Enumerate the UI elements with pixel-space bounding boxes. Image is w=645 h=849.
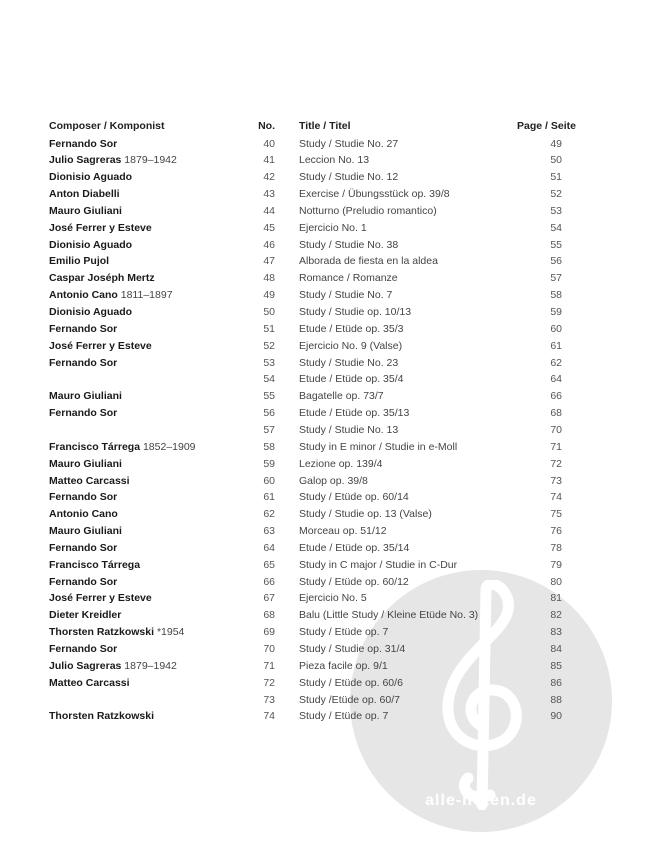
page-number: 88 [550, 693, 562, 706]
composer-name: Fernando Sor [49, 541, 118, 554]
header-title: Title / Titel [299, 120, 351, 132]
composer-name: Caspar Joséph Mertz [49, 272, 155, 285]
piece-number: 41 [263, 154, 275, 167]
composer-name: Dionisio Aguado [49, 238, 133, 251]
page-number: 83 [550, 626, 562, 639]
table-row [0, 136, 645, 153]
composer-cell [49, 169, 132, 186]
composer-name: Francisco Tárrega [49, 558, 141, 571]
piece-number: 49 [263, 289, 275, 302]
composer-name: Fernando Sor [49, 575, 118, 588]
table-row [0, 641, 645, 658]
table-row [0, 355, 645, 372]
page-number: 57 [550, 272, 562, 285]
piece-title: Morceau op. 51/12 [299, 525, 387, 538]
table-row [0, 169, 645, 186]
page-number: 82 [550, 609, 562, 622]
page-number: 76 [550, 525, 562, 538]
page-number: 74 [550, 491, 562, 504]
piece-title: Study / Studie No. 38 [299, 238, 399, 251]
composer-name: Antonio Cano [49, 289, 118, 302]
piece-number: 74 [263, 710, 275, 723]
composer-name: Dionisio Aguado [49, 171, 133, 184]
piece-number: 54 [263, 373, 275, 386]
piece-number: 47 [263, 255, 275, 268]
composer-cell [49, 456, 122, 473]
piece-number: 48 [263, 272, 275, 285]
piece-number: 73 [263, 693, 275, 706]
piece-title: Study / Studie No. 7 [299, 289, 393, 302]
piece-title: Study /Etüde op. 60/7 [299, 693, 400, 706]
composer-name: Fernando Sor [49, 322, 118, 335]
piece-title: Study / Etüde op. 7 [299, 626, 389, 639]
piece-number: 43 [263, 188, 275, 201]
composer-name: José Ferrer y Esteve [49, 221, 152, 234]
piece-number: 72 [263, 676, 275, 689]
piece-title: Study / Studie No. 13 [299, 423, 399, 436]
composer-cell [49, 355, 117, 372]
table-row [0, 321, 645, 338]
composer-cell [49, 658, 177, 675]
table-row [0, 506, 645, 523]
page-number: 64 [550, 373, 562, 386]
table-row [0, 253, 645, 270]
composer-cell [49, 489, 117, 506]
piece-title: Study / Studie op. 31/4 [299, 643, 406, 655]
page-number: 90 [550, 710, 562, 723]
composer-name: Emilio Pujol [49, 255, 110, 268]
page-number: 81 [550, 592, 562, 605]
table-row [0, 371, 645, 388]
piece-title: Leccion No. 13 [299, 154, 370, 167]
composer-dates: 1879–1942 [124, 659, 177, 672]
piece-number: 51 [263, 322, 275, 335]
composer-cell [49, 270, 155, 287]
composer-dates: 1811–1897 [120, 289, 173, 302]
composer-dates: 1852–1909 [142, 440, 196, 453]
piece-title: Study in C major / Studie in C-Dur [299, 558, 458, 571]
composer-name: Fernando Sor [49, 356, 118, 369]
composer-name: Mauro Giuliani [49, 204, 122, 217]
composer-cell [49, 557, 140, 574]
piece-title: Study / Studie No. 12 [299, 171, 399, 184]
header-no: No. [258, 120, 275, 132]
composer-cell [49, 136, 117, 153]
composer-name: Mauro Giuliani [49, 525, 122, 538]
page-number: 73 [550, 474, 562, 487]
piece-number: 63 [263, 525, 275, 538]
page-number: 78 [550, 541, 562, 554]
table-row [0, 186, 645, 203]
piece-number: 57 [263, 423, 275, 436]
table-row [0, 607, 645, 624]
piece-number: 56 [263, 407, 275, 420]
piece-number: 65 [263, 558, 275, 571]
page-number: 66 [550, 390, 562, 403]
piece-number: 44 [263, 204, 275, 217]
piece-number: 68 [263, 609, 275, 622]
table-row [0, 456, 645, 473]
composer-cell [49, 186, 120, 203]
page-number: 49 [550, 137, 562, 150]
header-composer: Composer / Komponist [49, 120, 165, 132]
page-number: 80 [550, 575, 562, 588]
page-number: 56 [550, 255, 562, 268]
composer-cell [49, 405, 117, 422]
table-row [0, 574, 645, 591]
piece-title: Study / Etüde op. 60/14 [299, 491, 409, 504]
piece-title: Study / Studie op. 10/13 [299, 306, 412, 318]
composer-cell [49, 590, 152, 607]
composer-name: Francisco Tárrega [49, 440, 141, 453]
piece-number: 40 [263, 137, 275, 150]
composer-name: José Ferrer y Esteve [49, 592, 152, 605]
composer-cell [49, 641, 117, 658]
composer-name: Julio Sagreras [49, 659, 122, 672]
table-row [0, 237, 645, 254]
table-row [0, 304, 645, 321]
composer-cell [49, 253, 109, 270]
piece-number: 64 [263, 541, 275, 554]
page-number: 62 [550, 356, 562, 369]
composer-name: Dionisio Aguado [49, 306, 133, 318]
table-row [0, 540, 645, 557]
composer-cell [49, 203, 122, 220]
composer-cell [49, 540, 117, 557]
piece-number: 66 [263, 575, 275, 588]
table-header [0, 118, 645, 135]
composer-name: José Ferrer y Esteve [49, 339, 152, 352]
piece-title: Study / Studie No. 23 [299, 356, 399, 369]
watermark-text: alle-noten.de [425, 792, 537, 809]
page-number: 86 [550, 676, 562, 689]
piece-number: 71 [263, 659, 275, 672]
page-number: 54 [550, 221, 562, 234]
piece-title: Exercise / Übungsstück op. 39/8 [299, 188, 450, 201]
page-number: 50 [550, 154, 562, 167]
piece-number: 61 [263, 491, 275, 504]
table-row [0, 523, 645, 540]
page-number: 52 [550, 188, 562, 201]
piece-title: Study in E minor / Studie in e-Moll [299, 440, 458, 453]
composer-cell [49, 506, 118, 523]
piece-title: Etude / Etüde op. 35/3 [299, 322, 404, 335]
composer-name: Thorsten Ratzkowski [49, 626, 155, 639]
table-row [0, 422, 645, 439]
page-number: 75 [550, 508, 562, 521]
page-number: 72 [550, 457, 562, 470]
header-page: Page / Seite [517, 120, 576, 132]
composer-name: Matteo Carcassi [49, 676, 130, 689]
page-number: 79 [550, 558, 562, 571]
composer-name: Matteo Carcassi [49, 474, 130, 487]
piece-number: 42 [263, 171, 275, 184]
composer-cell [49, 388, 122, 405]
page-number: 53 [550, 204, 562, 217]
table-row [0, 489, 645, 506]
piece-title: Ejercicio No. 5 [299, 592, 367, 605]
page-number: 85 [550, 659, 562, 672]
composer-cell [49, 574, 117, 591]
page-number: 84 [550, 643, 562, 655]
piece-title: Ejercicio No. 9 (Valse) [299, 339, 403, 352]
page-number: 59 [550, 306, 562, 318]
table-row [0, 557, 645, 574]
page-number: 60 [550, 322, 562, 335]
composer-dates: 1879–1942 [124, 154, 177, 167]
page-number: 71 [550, 440, 562, 453]
composer-cell [49, 708, 154, 725]
composer-cell [49, 607, 121, 624]
composer-name: Anton Diabelli [49, 188, 120, 201]
piece-number: 50 [263, 306, 275, 318]
composer-cell [49, 237, 132, 254]
table-row [0, 692, 645, 709]
composer-cell [49, 321, 117, 338]
piece-title: Etude / Etüde op. 35/13 [299, 407, 410, 420]
piece-title: Alborada de fiesta en la aldea [299, 255, 438, 268]
page-number: 68 [550, 407, 562, 420]
composer-cell [49, 439, 196, 456]
composer-cell [49, 287, 173, 304]
composer-name: Thorsten Ratzkowski [49, 710, 155, 723]
composer-name: Julio Sagreras [49, 154, 122, 167]
page-number: 61 [550, 339, 562, 352]
piece-number: 59 [263, 457, 275, 470]
composer-cell [49, 473, 130, 490]
table-row [0, 708, 645, 725]
piece-number: 52 [263, 339, 275, 352]
table-row [0, 338, 645, 355]
piece-number: 67 [263, 592, 275, 605]
piece-title: Study / Etüde op. 60/12 [299, 575, 409, 588]
composer-name: Mauro Giuliani [49, 457, 122, 470]
table-row [0, 270, 645, 287]
piece-title: Ejercicio No. 1 [299, 221, 367, 234]
table-row [0, 624, 645, 641]
piece-title: Etude / Etüde op. 35/14 [299, 541, 410, 554]
table-row [0, 287, 645, 304]
piece-title: Study / Studie No. 27 [299, 137, 399, 150]
table-row [0, 152, 645, 169]
table-row [0, 388, 645, 405]
composer-name: Fernando Sor [49, 137, 118, 150]
piece-number: 70 [263, 643, 275, 655]
piece-number: 69 [263, 626, 275, 639]
piece-number: 53 [263, 356, 275, 369]
page-number: 55 [550, 238, 562, 251]
piece-number: 55 [263, 390, 275, 403]
composer-cell [49, 152, 177, 169]
piece-title: Study / Etüde op. 7 [299, 710, 389, 723]
composer-name: Dieter Kreidler [49, 609, 122, 622]
table-row [0, 590, 645, 607]
composer-cell [49, 220, 152, 237]
piece-number: 60 [263, 474, 275, 487]
piece-title: Romance / Romanze [299, 272, 398, 285]
table-row [0, 203, 645, 220]
page-number: 70 [550, 423, 562, 436]
composer-name: Fernando Sor [49, 643, 118, 655]
piece-title: Pieza facile op. 9/1 [299, 659, 388, 672]
piece-title: Etude / Etüde op. 35/4 [299, 373, 404, 386]
composer-cell [49, 304, 132, 321]
piece-title: Balu (Little Study / Kleine Etüde No. 3) [299, 609, 479, 622]
piece-title: Lezione op. 139/4 [299, 457, 383, 470]
piece-number: 45 [263, 221, 275, 234]
composer-cell [49, 338, 152, 355]
composer-name: Fernando Sor [49, 407, 118, 420]
composer-cell [49, 675, 130, 692]
piece-number: 58 [263, 440, 275, 453]
piece-number: 46 [263, 238, 275, 251]
piece-title: Study / Etüde op. 60/6 [299, 676, 403, 689]
composer-dates: *1954 [156, 626, 185, 639]
page-number: 58 [550, 289, 562, 302]
composer-cell [49, 523, 122, 540]
page-number: 51 [550, 171, 562, 184]
piece-number: 62 [263, 508, 275, 521]
composer-name: Fernando Sor [49, 491, 118, 504]
table-row [0, 220, 645, 237]
table-row [0, 405, 645, 422]
table-row [0, 439, 645, 456]
piece-title: Study / Studie op. 13 (Valse) [299, 508, 432, 521]
composer-name: Antonio Cano [49, 508, 118, 521]
composer-name: Mauro Giuliani [49, 390, 122, 403]
piece-title: Galop op. 39/8 [299, 474, 368, 487]
table-row [0, 675, 645, 692]
table-row [0, 473, 645, 490]
piece-title: Bagatelle op. 73/7 [299, 390, 384, 403]
table-row [0, 658, 645, 675]
composer-cell [49, 624, 184, 641]
piece-title: Notturno (Preludio romantico) [299, 204, 437, 217]
